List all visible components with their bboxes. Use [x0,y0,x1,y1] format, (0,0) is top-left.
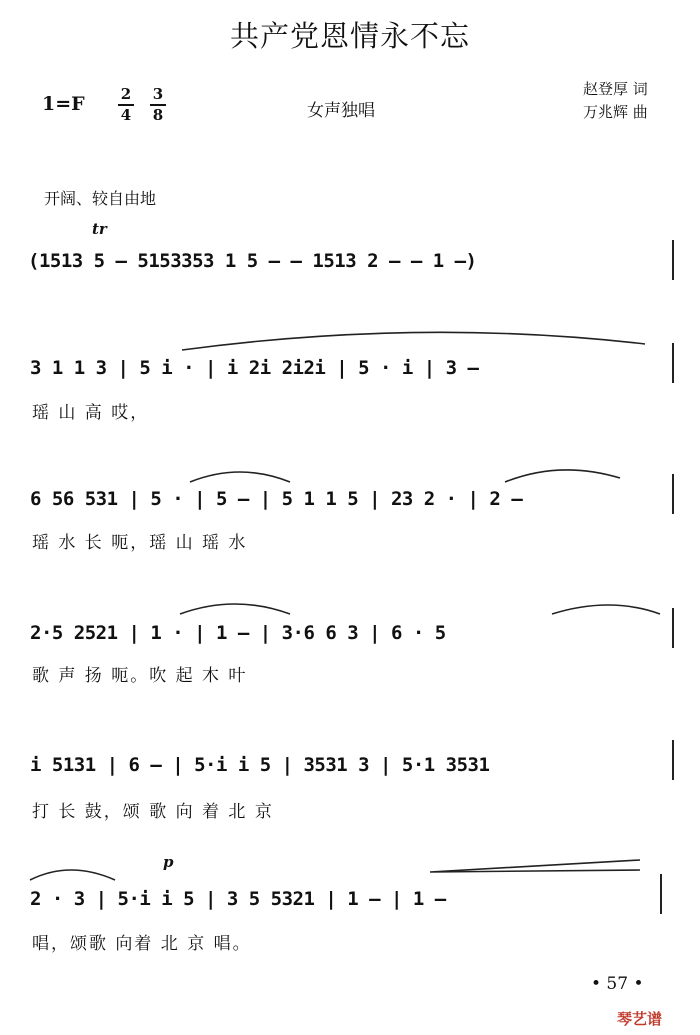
slur-curve [190,472,290,482]
barline [672,608,674,648]
final-barline [660,874,662,914]
time-signature-3-8 [150,86,166,124]
barline [672,240,674,280]
key-signature: 1=F [42,93,85,115]
composer-credit: 万兆辉 曲 [583,103,648,121]
slur-curve [182,332,645,350]
time-sig-denominator: 8 [152,106,164,124]
slur-curve [30,870,115,880]
slur-curve [552,605,660,614]
time-sig-numerator: 3 [152,85,164,103]
score-line-4-lyrics: 歌 声 扬 呃。吹 起 木 叶 [32,666,248,686]
decrescendo-mark [430,860,640,872]
score-line-3-lyrics: 瑶 水 长 呃，瑶 山 瑶 水 [32,533,248,553]
trill-mark: tr [92,220,107,238]
time-sig-numerator: 2 [120,85,132,103]
barline [672,474,674,514]
score-line-6-notes: 2 · 3 | 5·i i 5 | 3 5 5321 | 1 — | 1 — [30,888,446,910]
slur-curve [505,470,620,482]
page-number: • 57 • [591,974,644,994]
score-line-6-lyrics: 唱，颂歌 向着 北 京 唱。 [32,934,252,954]
barline [672,740,674,780]
score-line-2-lyrics: 瑶 山 高 哎， [32,403,150,423]
song-title: 共产党恩情永不忘 [229,19,470,53]
voice-type: 女声独唱 [307,101,375,121]
time-signature-2-4 [118,86,134,124]
dynamic-piano-mark: p [163,853,174,871]
slur-curve [180,604,290,614]
score-line-1-notes: (1513 5 — 5153353 1 5 — — 1513 2 — — 1 —) [28,250,477,272]
score-line-5-notes: i 5131 | 6 — | 5·i i 5 | 3531 3 | 5·1 3531 [30,754,490,776]
watermark-logo: 琴艺谱 [617,1010,663,1028]
lyricist-credit: 赵登厚 词 [583,80,648,98]
score-line-4-notes: 2·5 2521 | 1 · | 1 — | 3·6 6 3 | 6 · 5 [30,622,446,644]
score-line-3-notes: 6 56 531 | 5 · | 5 — | 5 1 1 5 | 23 2 · | 2 — [30,488,523,510]
tempo-marking: 开阔、较自由地 [44,189,157,208]
score-line-2-notes: 3 1 1 3 | 5 i · | i 2i 2i2i | 5 · i | 3 — [30,357,479,379]
score-line-5-lyrics: 打 长 鼓，颂 歌 向 着 北 京 [32,802,274,822]
barline [672,343,674,383]
time-sig-denominator: 4 [120,106,132,124]
